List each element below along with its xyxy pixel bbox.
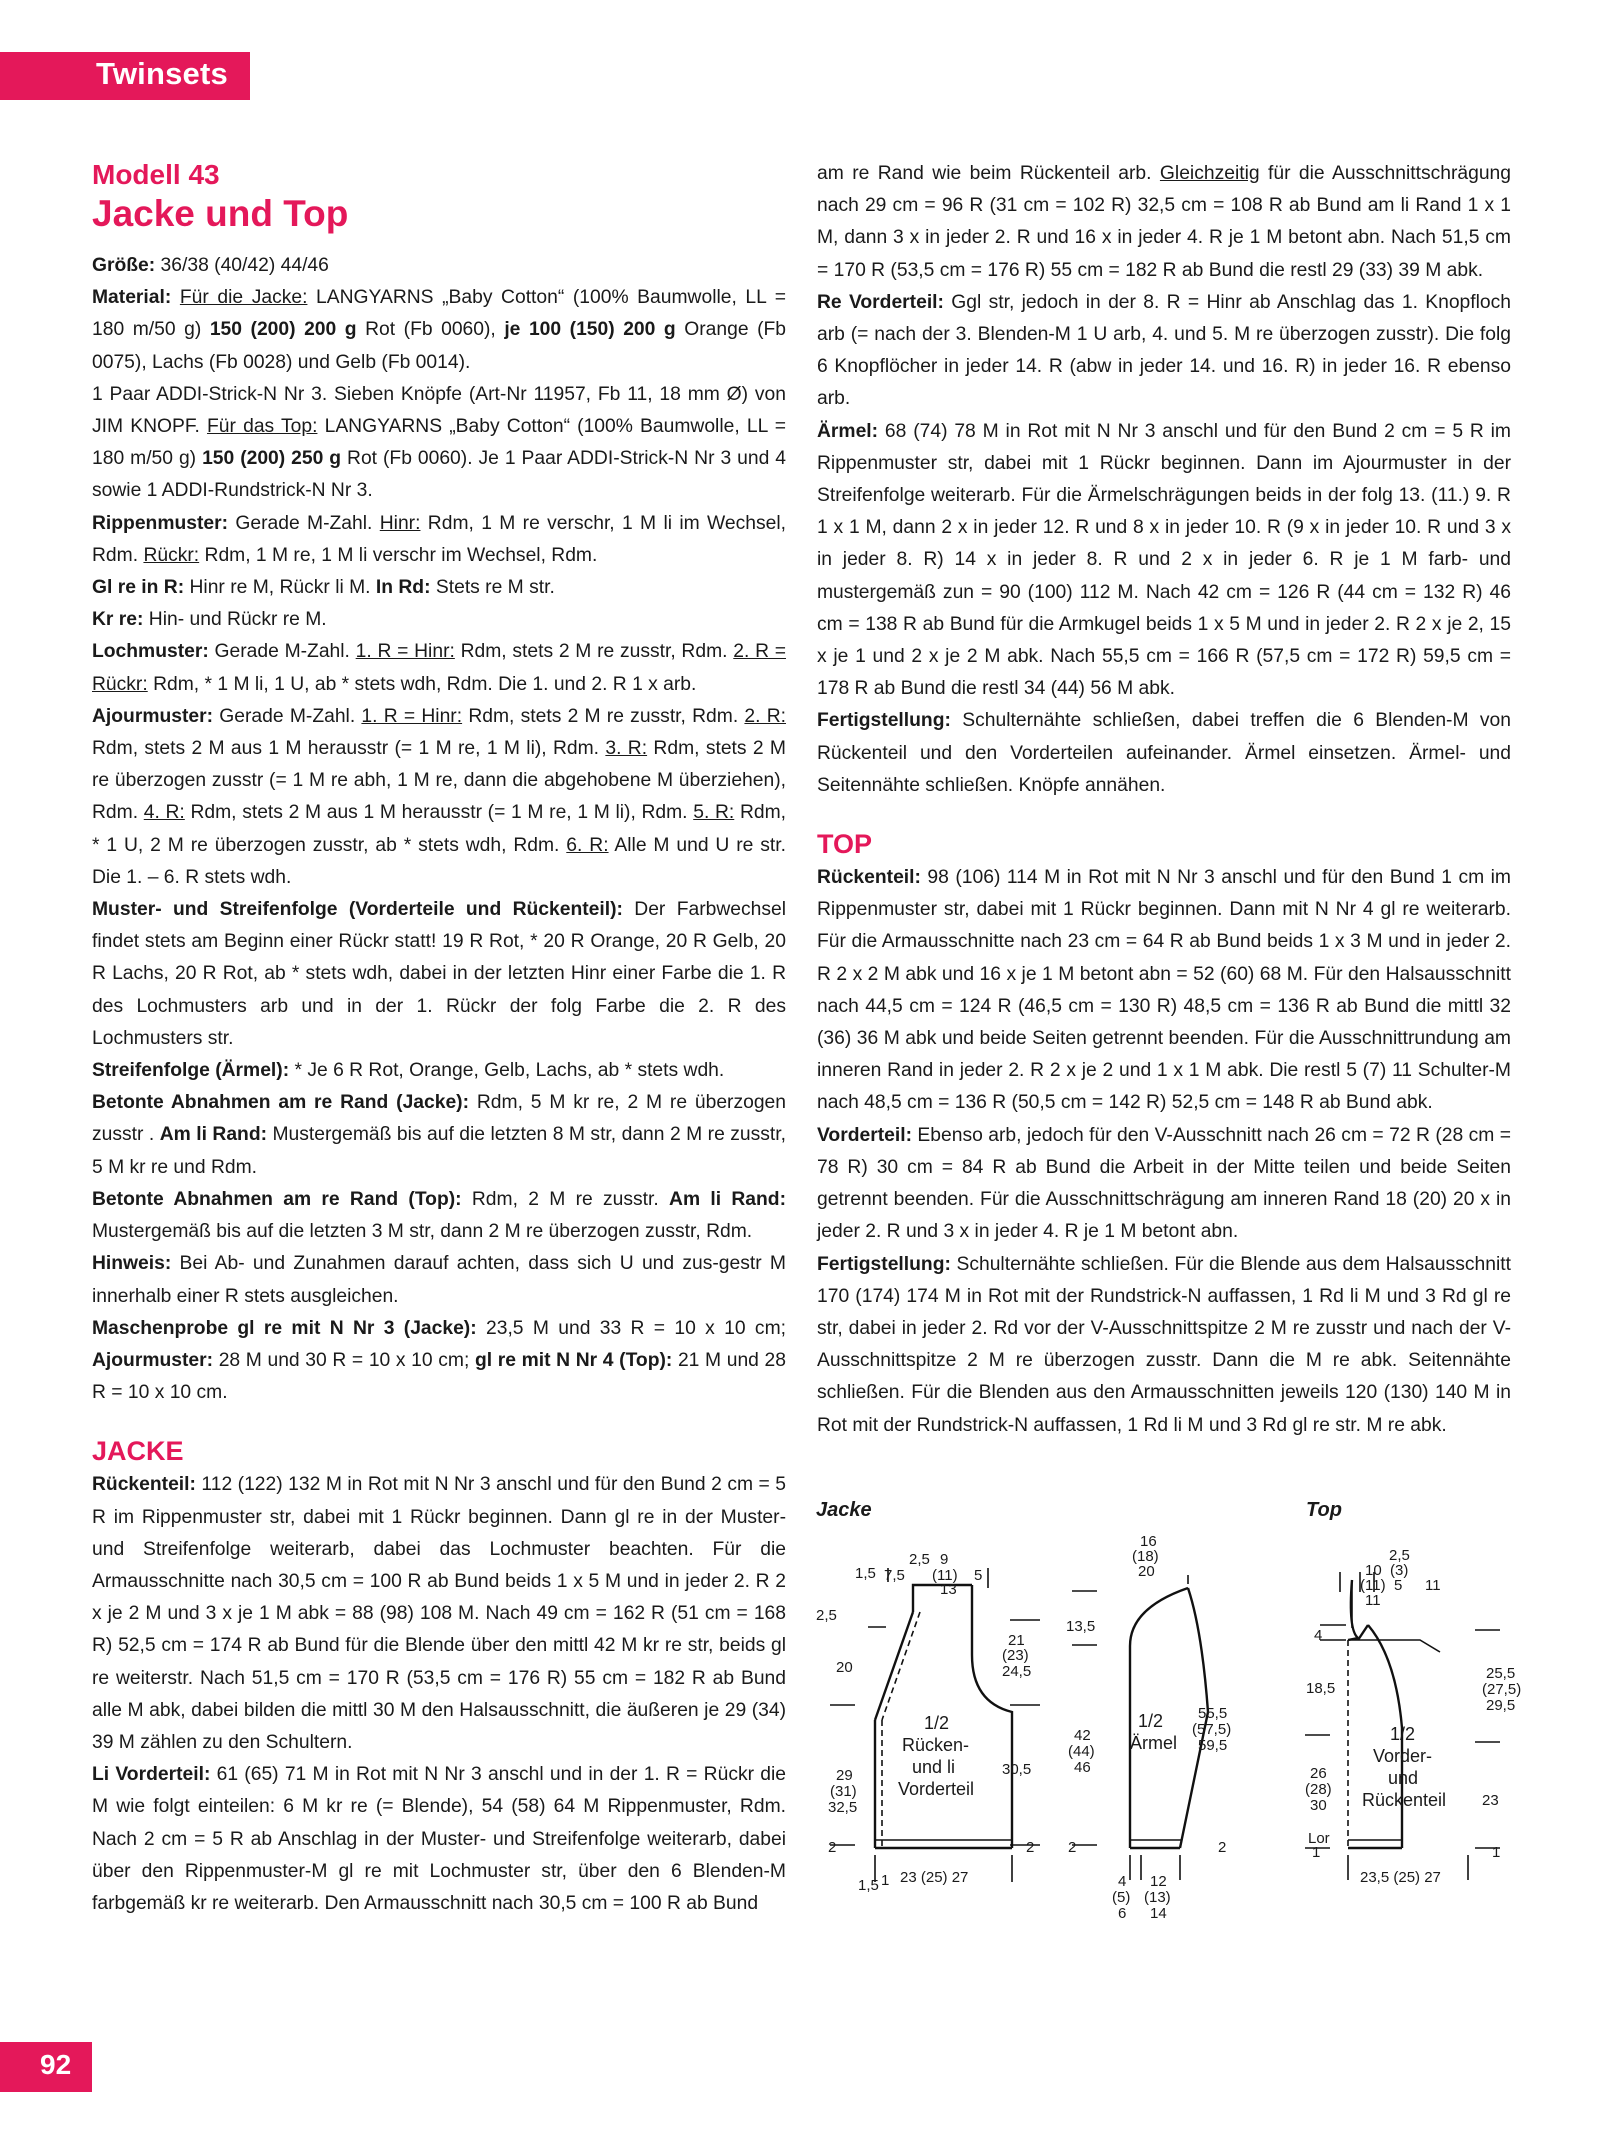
svg-text:1: 1 [1312, 1844, 1321, 1861]
svg-text:(23): (23) [1002, 1647, 1029, 1664]
gauge-paragraph: Maschenprobe gl re mit N Nr 3 (Jacke): 23,5 M und 33 R = 10 x 10 cm; Ajourmuster: 28 M und 30 R = 10 x 10 cm; gl re mit N Nr 4 (Top): 21 M und 28 R = 10 x 10 cm. [92, 1317, 786, 1404]
body-neck-slope [875, 1612, 913, 1720]
top-shoulder [1358, 1625, 1368, 1640]
svg-text:(57,5): (57,5) [1192, 1721, 1232, 1738]
svg-text:(31): (31) [830, 1783, 857, 1800]
svg-text:2: 2 [1026, 1839, 1035, 1856]
svg-text:23: 23 [1482, 1792, 1499, 1809]
section-title: Twinsets [96, 56, 228, 91]
top-caption-1: 1/2 [1390, 1724, 1416, 1744]
jacket-right-front-paragraph: Re Vorderteil: Ggl str, jedoch in der 8. R = Hinr ab Anschlag das 1. Knopfloch arb (= nach der 3. Blenden-M 1 U arb, 4. und 5. M re überzogen zusstr). Die folg 6 Knopflöcher in jeder 14. R (abw in jeder 14. und 16. R) in jeder 16. R ebenso arb. [817, 291, 1512, 410]
svg-text:24,5: 24,5 [1002, 1663, 1032, 1680]
stockinette-paragraph: Gl re in R: Hinr re M, Rückr li M. In Rd: Stets re M str. [92, 577, 555, 599]
svg-text:14: 14 [1150, 1905, 1167, 1922]
svg-text:1,5: 1,5 [858, 1877, 879, 1894]
right-column [817, 158, 1511, 1442]
top-heading: TOP [817, 829, 873, 860]
svg-text:29: 29 [836, 1767, 853, 1784]
svg-text:11: 11 [1365, 1592, 1381, 1609]
top-caption-4: Rückenteil [1362, 1790, 1447, 1810]
jacket-body-schematic [816, 1551, 1040, 1894]
svg-text:2: 2 [828, 1839, 837, 1856]
svg-text:46: 46 [1074, 1759, 1091, 1776]
svg-text:26: 26 [1310, 1765, 1327, 1782]
model-title: Jacke und Top [92, 193, 349, 234]
top-finishing-paragraph: Fertigstellung: Schulternähte schließen. Für die Blende aus dem Halsausschnitt 170 (174) 174 M in Rot mit der Rundstrick-N auffassen, 1 Rd li M und 3 Rd gl re str, dabei in jeder 2. Rd vor der V-Ausschnittspitze 2 M re zusstr und nach der V-Ausschnittspitze 2 M re überzogen zusstr. Dann die M re abk. Seitennähte schließen. Für die Blenden aus den Armausschnitten jeweils 120 (130) 140 M in Rot mit der Rundstrick-N auffassen, 1 Rd li M und 3 Rd gl re str. M re abk. [817, 1253, 1511, 1436]
garter-paragraph: Kr re: Hin- und Rückr re M. [92, 609, 327, 631]
svg-text:(11): (11) [932, 1567, 958, 1584]
note-paragraph: Hinweis: Bei Ab- und Zunahmen darauf achten, dass sich U und zus-gestr M innerhalb einer R stets ausgleichen. [92, 1253, 786, 1307]
svg-text:(11): (11) [1360, 1577, 1386, 1594]
svg-text:29,5: 29,5 [1486, 1697, 1516, 1714]
top-back-paragraph: Rückenteil: 98 (106) 114 M in Rot mit N Nr 3 anschl und für den Bund 1 cm im Rippenmuster str, dabei mit 1 Rückr beginnen. Dann mit N Nr 4 gl re weiterarb. Für die Armausschnitte nach 23 cm = 64 R ab Bund beids 1 x 3 M und in jeder 2. R 2 x 2 M abk und 16 x je 1 M betont abn = 52 (60) 68 M. Für den Halsausschnitt nach 44,5 cm = 124 R (46,5 cm = 130 R) 48,5 cm = 136 R ab Bund die mittl 32 (36) 36 M abk und beide Seiten getrennt beenden. Für die Ausschnittrundung am inneren Rand in jeder 2. R 2 x je 2 und 1 x 1 M abk. Die restl 5 (7) 11 Schulter-M nach 48,5 cm = 136 R (50,5 cm = 142 R) 52,5 cm = 148 R ab Bund abk. [817, 867, 1511, 1114]
svg-text:20: 20 [836, 1659, 853, 1676]
body-band-line [882, 1612, 920, 1720]
jacket-finishing-paragraph: Fertigstellung: Schulternähte schließen, dabei treffen die 6 Blenden-M von Rückenteil und den Vorderteilen aufeinander. Ärmel einsetzen. Ärmel- und Seitennähte schließen. Knöpfe annähen. [817, 710, 1511, 796]
rib-pattern-paragraph: Rippenmuster: Gerade M-Zahl. Hinr: Rdm, 1 M re verschr, 1 M li im Wechsel, Rdm. Rückr: Rdm, 1 M re, 1 M li verschr im Wechsel, Rdm. [92, 512, 786, 566]
svg-text:2,5: 2,5 [816, 1607, 837, 1624]
svg-text:9: 9 [940, 1551, 949, 1568]
svg-text:(5): (5) [1112, 1889, 1131, 1906]
svg-text:(18): (18) [1132, 1548, 1159, 1565]
jacket-left-front-paragraph: Li Vorderteil: 61 (65) 71 M in Rot mit N Nr 3 anschl und in der 1. R = Rückr die M wie folgt einteilen: 6 M kr re (= Blende), 54 (58) 64 M Rippenmuster, Rdm. Nach 2 cm = 5 R ab Anschlag in der Muster- und Streifenfolge weiterarb, dabei über den Rippenmuster-M gl re mit Lochmuster str, über den 6 Blenden-M farbgemäß kr re weiterarb. Den Armausschnitt nach 30,5 cm = 100 R ab Bund [92, 1764, 786, 1914]
svg-text:32,5: 32,5 [828, 1799, 858, 1816]
svg-text:1: 1 [1492, 1844, 1501, 1861]
size-paragraph: Größe: 36/38 (40/42) 44/46 [92, 255, 329, 276]
body-caption-3: und li [912, 1757, 956, 1777]
svg-text:2,5: 2,5 [1389, 1547, 1410, 1564]
body-armhole-side [972, 1585, 1012, 1848]
svg-text:55,5: 55,5 [1198, 1705, 1228, 1722]
svg-text:25,5: 25,5 [1486, 1665, 1516, 1682]
svg-text:2: 2 [1068, 1839, 1077, 1856]
svg-text:5: 5 [1394, 1577, 1403, 1594]
top-width-label: 23,5 (25) 27 [1360, 1869, 1441, 1886]
jacket-sleeve-schematic [1066, 1533, 1231, 1922]
svg-text:42: 42 [1074, 1727, 1091, 1744]
svg-text:1: 1 [881, 1872, 890, 1889]
eyelet-pattern-paragraph: Lochmuster: Gerade M-Zahl. 1. R = Hinr: Rdm, stets 2 M re zusstr, Rdm. 2. R = Rückr: Rdm, * 1 M li, 1 U, ab * stets wdh, Rdm. Die 1. und 2. R 1 x arb. [92, 641, 786, 695]
sleeve-cap [1130, 1588, 1188, 1646]
top-front-paragraph: Vorderteil: Ebenso arb, jedoch für den V-Ausschnitt nach 26 cm = 72 R (28 cm = 78 R) 30 cm = 84 R ab Bund die Arbeit in der Mitte teilen und beide Seiten getrennt beenden. Für die Ausschnittschrägung am inneren Rand 18 (20) 20 x in jeder 2. R und 3 x in jeder 4. R je 1 M betont abn. [817, 1124, 1511, 1243]
svg-text:30,5: 30,5 [1002, 1761, 1032, 1778]
svg-text:30: 30 [1310, 1797, 1327, 1814]
svg-text:18,5: 18,5 [1306, 1680, 1336, 1697]
svg-text:5: 5 [974, 1567, 983, 1584]
svg-text:(44): (44) [1068, 1743, 1095, 1760]
svg-text:20: 20 [1138, 1563, 1155, 1580]
lace-pattern-paragraph: Ajourmuster: Gerade M-Zahl. 1. R = Hinr: Rdm, stets 2 M re zusstr, Rdm. 2. R: Rdm, stets 2 M aus 1 M herausstr (= 1 M re, 1 M li), Rdm. 3. R: Rdm, stets 2 M re überzogen zusstr (= 1 M re abh, 1 M re, dann die abgehobene M überziehen), Rdm. 4. R: Rdm, stets 2 M aus 1 M herausstr (= 1 M re, 1 M li), Rdm. 5. R: Rdm, * 1 U, 2 M re überzogen zusstr, ab * stets wdh, Rdm. 6. R: Alle M und U re str. Die 1. – 6. R stets wdh. [92, 705, 787, 888]
body-width-label: 23 (25) 27 [900, 1869, 969, 1886]
stripe-sequence-paragraph: Muster- und Streifenfolge (Vorderteile und Rückenteil): Der Farbwechsel findet stets am Beginn einer Rückr statt! 19 R Rot, * 20 R Orange, 20 R Gelb, 20 R Lachs, 20 R Rot, ab * stets wdh, dabei in der letzten Hinr einer Farbe die 1. R des Lochmusters arb und in der 1. Rückr der folg Farbe die 2. R des Lochmusters str. [92, 899, 786, 1049]
top-caption-2: Vorder- [1373, 1746, 1433, 1766]
left-front-continued-paragraph: am re Rand wie beim Rückenteil arb. Gleichzeitig für die Ausschnittschrägung nach 29 cm = 96 R (31 cm = 102 R) 32,5 cm = 108 R ab Bund am li Rand 1 x 1 M, dann 3 x in jeder 2. R und 16 x in jeder 4. R je 1 M betont abn. Nach 51,5 cm = 170 R (53,5 cm = 176 R) 55 cm = 182 R ab Bund die restl 29 (33) 39 M abk. [817, 163, 1512, 281]
sleeve-caption-1: 1/2 [1138, 1711, 1164, 1731]
svg-text:13,5: 13,5 [1066, 1618, 1096, 1635]
svg-text:13: 13 [940, 1581, 957, 1598]
svg-text:10: 10 [1365, 1562, 1382, 1579]
left-column [92, 158, 786, 1920]
svg-text:6: 6 [1118, 1905, 1127, 1922]
jacket-diagram-label: Jacke [816, 1499, 872, 1521]
svg-text:2,5: 2,5 [909, 1551, 930, 1568]
decrease-jacket-paragraph: Betonte Abnahmen am re Rand (Jacke): Rdm, 5 M kr re, 2 M re überzogen zusstr . Am li Rand: Mustergemäß bis auf die letzten 8 M str, dann 2 M re zusstr, 5 M kr re und Rdm. [92, 1092, 786, 1178]
body-caption-2: Rücken- [902, 1735, 970, 1755]
model-number: Modell 43 [92, 159, 220, 190]
svg-text:16: 16 [1140, 1533, 1157, 1550]
sleeve-stripe-paragraph: Streifenfolge (Ärmel): * Je 6 R Rot, Orange, Gelb, Lachs, ab * stets wdh. [92, 1060, 725, 1082]
svg-text:11: 11 [1425, 1577, 1441, 1594]
top-caption-3: und [1388, 1768, 1419, 1788]
svg-text:12: 12 [1150, 1873, 1167, 1890]
material-paragraph: Material: Für die Jacke: LANGYARNS „Baby Cotton“ (100% Baumwolle, LL = 180 m/50 g) 150 (200) 200 g Rot (Fb 0060), je 100 (150) 200 g Orange (Fb 0075), Lachs (Fb 0028) und Gelb (Fb 0014). [92, 287, 787, 373]
body-caption-1: 1/2 [924, 1713, 950, 1733]
sleeve-caption-2: Ärmel [1130, 1733, 1178, 1753]
svg-text:1,5: 1,5 [855, 1565, 876, 1582]
svg-text:4: 4 [1118, 1873, 1127, 1890]
page-number: 92 [40, 2049, 72, 2080]
svg-text:4: 4 [1314, 1627, 1323, 1644]
svg-text:2: 2 [1218, 1839, 1227, 1856]
jacket-sleeve-paragraph: Ärmel: 68 (74) 78 M in Rot mit N Nr 3 anschl und für den Bund 2 cm = 5 R im Rippenmuster str, dabei mit 1 Rückr beginnen. Dann im Ajourmuster in der Streifenfolge weiterarb. Für die Ärmelschrägungen beids in der folg 13. (11.) 9. R 1 x 1 M, dann 2 x in jeder 12. R und 8 x in jeder 10. R (9 x in jeder 10. R und 3 x in jeder 8. R) 14 x in jeder 8. R und 2 x in jeder 6. R je 1 M farb- und mustergemäß zun = 90 (100) 112 M. Nach 42 cm = 126 R (44 cm = 132 R) 46 cm = 138 R ab Bund für die Armkugel beids 1 x 5 M und in jeder 2. R 2 x je 2, 15 x je 1 und 2 x je 2 M abk. Nach 55,5 cm = 166 R (57,5 cm = 172 R) 59,5 cm = 178 R ab Bund die restl 34 (44) 56 M abk. [817, 420, 1511, 700]
svg-text:(28): (28) [1305, 1781, 1332, 1798]
body-caption-4: Vorderteil [898, 1779, 975, 1799]
svg-text:(3): (3) [1390, 1562, 1409, 1579]
top-diagram-label: Top [1306, 1499, 1342, 1521]
jacket-heading: JACKE [92, 1436, 184, 1467]
svg-text:(27,5): (27,5) [1482, 1681, 1522, 1698]
material-paragraph-2: 1 Paar ADDI-Strick-N Nr 3. Sieben Knöpfe (Art-Nr 11957, Fb 11, 18 mm Ø) von JIM KNOPF. Für das Top: LANGYARNS „Baby Cotton“ (100% Baumwolle, LL = 180 m/50 g) 150 (200) 250 g Rot (Fb 0060). Je 1 Paar ADDI-Strick-N Nr 3 und 4 sowie 1 ADDI-Rundstrick-N Nr 3. [92, 383, 786, 502]
top-schematic [1305, 1547, 1521, 1886]
svg-text:7,5: 7,5 [884, 1567, 905, 1584]
jacket-back-paragraph: Rückenteil: 112 (122) 132 M in Rot mit N Nr 3 anschl und für den Bund 2 cm = 5 R im Rippenmuster str, dabei mit 1 Rückr beginnen. Dann gl re in der Muster- und Streifenfolge weiterarb, dabei das Lochmuster beachten. Für die Armausschnitte nach 30,5 cm = 100 R ab Bund beids 1 x 5 M und in jeder 2. R 2 x je 2 M und 3 x je 1 M abk = 88 (98) 108 M. Nach 49 cm = 162 R (51 cm = 168 R) 52,5 cm = 174 R ab Bund für die Blende über den mittl 42 M kr re str, beids gl re weiterstr. Nach 51,5 cm = 170 R (53,5 cm = 176 R) 55 cm = 182 R ab Bund alle M abk, dabei bilden die mittl 30 M den Halsausschnitt, die äußeren je 29 (34) 39 M zählen zu den Schultern. [92, 1474, 786, 1753]
schematics-svg [800, 1480, 1580, 1950]
svg-text:(13): (13) [1144, 1889, 1171, 1906]
svg-text:59,5: 59,5 [1198, 1737, 1228, 1754]
schematic-diagrams [800, 1480, 1580, 1950]
decrease-top-paragraph: Betonte Abnahmen am re Rand (Top): Rdm, 2 M re zusstr. Am li Rand: Mustergemäß bis auf die letzten 3 M str, dann 2 M re überzogen zusstr, Rdm. [92, 1188, 786, 1243]
svg-text:Lor: Lor [1308, 1830, 1330, 1847]
svg-text:21: 21 [1008, 1632, 1025, 1649]
